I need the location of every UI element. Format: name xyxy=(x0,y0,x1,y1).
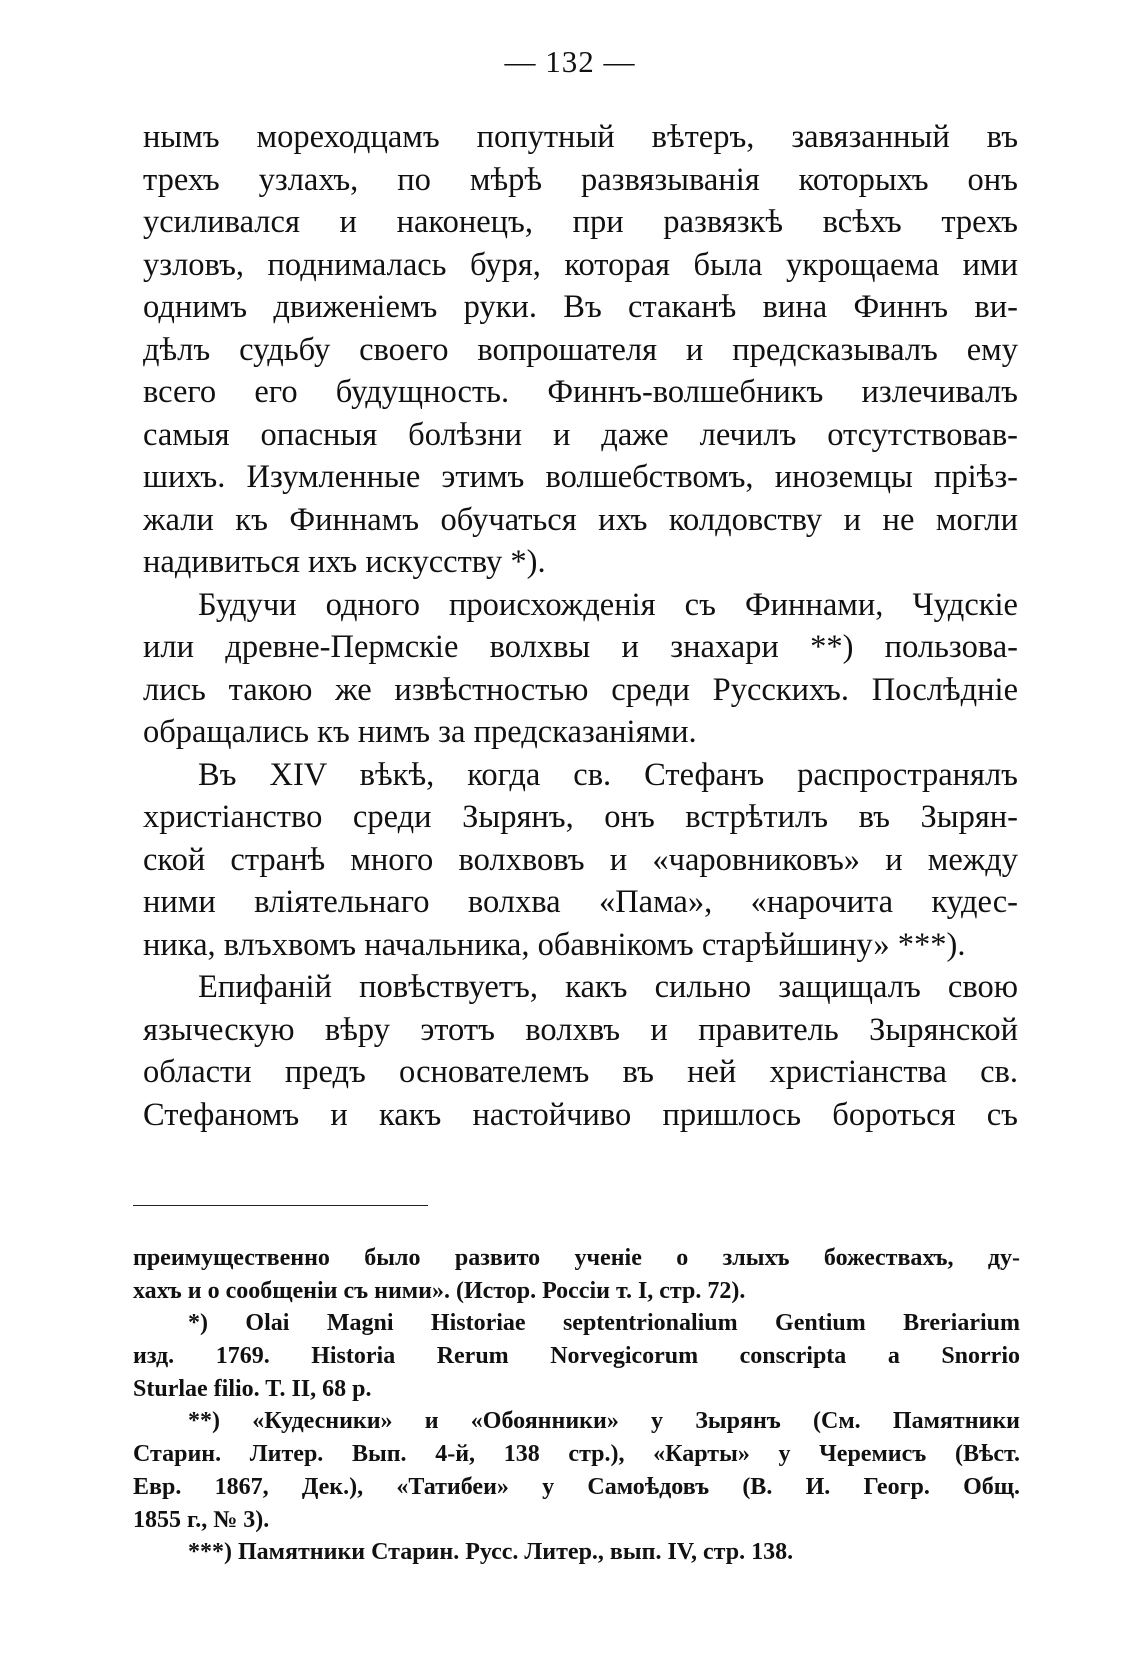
footnote-line: 1855 г., № 3). xyxy=(133,1506,270,1533)
footnote-line: изд. 1769. Historia Rerum Norvegicorum conscripta a Snorrio xyxy=(133,1343,1020,1370)
text-line: однимъ движеніемъ руки. Въ стаканѣ вина Финнъ ви- xyxy=(143,289,1018,325)
text-line: дѣлъ судьбу своего вопрошателя и предсказывалъ ему xyxy=(143,331,1018,368)
text-line: области предъ основателемъ въ ней христіанства св. xyxy=(143,1054,1018,1090)
page-number: — 132 — xyxy=(504,44,636,79)
main-text xyxy=(143,116,1018,1136)
text-line: узловъ, поднималась буря, которая была укрощаема ими xyxy=(143,246,1018,283)
text-line: Въ XIV вѣкѣ, когда св. Стефанъ распространялъ xyxy=(198,756,1018,793)
footnotes xyxy=(133,1242,1020,1569)
footnote-line: Старин. Литер. Вып. 4-й, 138 стр.), «Карты» у Черемисъ (Вѣст. xyxy=(133,1441,1020,1468)
paragraph xyxy=(143,584,1018,754)
text-line: Стефаномъ и какъ настойчиво пришлось бороться съ xyxy=(143,1096,1018,1133)
text-line: Епифаній повѣствуетъ, какъ сильно защищалъ свою xyxy=(198,969,1018,1005)
paragraph xyxy=(143,116,1018,584)
text-line: усиливался и наконецъ, при развязкѣ всѣхъ трехъ xyxy=(143,204,1018,240)
text-line: обращались къ нимъ за предсказаніями. xyxy=(143,714,697,750)
paragraph xyxy=(143,966,1018,1136)
footnote-separator xyxy=(133,1205,428,1206)
text-line: трехъ узлахъ, по мѣрѣ развязыванія которыхъ онъ xyxy=(143,161,1018,198)
text-line: или древне-Пермскіе волхвы и знахари **) пользова- xyxy=(143,629,1018,665)
text-line: нымъ мореходцамъ попутный вѣтеръ, завязанный въ xyxy=(143,119,1018,155)
text-line: христіанство среди Зырянъ, онъ встрѣтилъ въ Зырян- xyxy=(143,799,1018,835)
footnote-line: *) Olai Magni Historiae septentrionalium Gentium Breriarium xyxy=(188,1310,1020,1337)
footnote xyxy=(133,1242,1020,1307)
text-line: лись такою же извѣстностью среди Русскихъ. Послѣдніе xyxy=(143,671,1018,708)
footnote-line: хахъ и о сообщеніи съ ними». (Истор. Россіи т. I, стр. 72). xyxy=(133,1277,746,1304)
footnote-line: ***) Памятники Старин. Русс. Литер., вып. IV, стр. 138. xyxy=(188,1539,794,1566)
footnote-line: **) «Кудесники» и «Обоянники» у Зырянъ (См. Памятники xyxy=(188,1408,1020,1435)
text-line: ской странѣ много волхвовъ и «чаровниковъ» и между xyxy=(143,841,1018,878)
footnote xyxy=(133,1307,1020,1405)
footnote-line: преимущественно было развито ученіе о злыхъ божествахъ, ду- xyxy=(133,1245,1020,1271)
paragraph xyxy=(143,754,1018,967)
text-line: надивиться ихъ искусству *). xyxy=(143,544,546,580)
text-line: ними вліятельнаго волхва «Пама», «нарочита кудес- xyxy=(143,884,1018,920)
text-line: Будучи одного происхожденія съ Финнами, Чудскіе xyxy=(198,586,1018,623)
footnote-line: Sturlae filio. T. II, 68 p. xyxy=(133,1375,372,1402)
footnote-line: Евр. 1867, Дек.), «Татибеи» у Самоѣдовъ (В. И. Геогр. Общ. xyxy=(133,1473,1020,1500)
footnote xyxy=(133,1536,1020,1569)
text-line: языческую вѣру этотъ волхвъ и правитель Зырянской xyxy=(143,1011,1018,1048)
footnote xyxy=(133,1405,1020,1536)
text-line: шихъ. Изумленные этимъ волшебствомъ, иноземцы пріѣз- xyxy=(143,459,1018,495)
text-line: ника, влъхвомъ начальника, обавнікомъ старѣйшину» ***). xyxy=(143,926,966,963)
text-line: самыя опасныя болѣзни и даже лечилъ отсутствовав- xyxy=(143,416,1018,453)
text-line: жали къ Финнамъ обучаться ихъ колдовству и не могли xyxy=(143,501,1018,538)
text-line: всего его будущность. Финнъ-волшебникъ излечивалъ xyxy=(143,374,1018,410)
